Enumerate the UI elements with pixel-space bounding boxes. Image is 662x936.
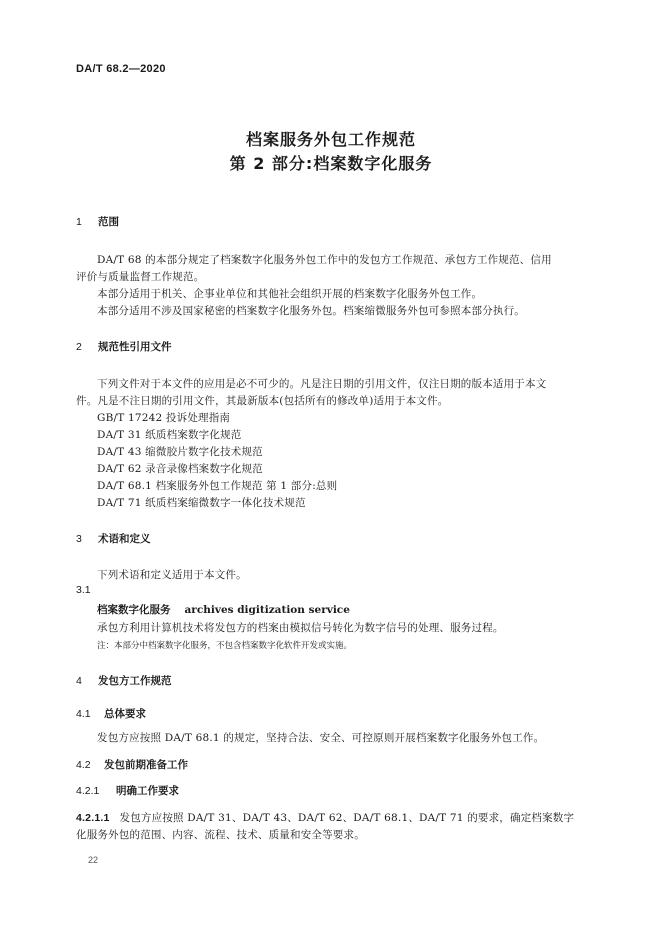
clause-text: 发包方应按照 DA/T 31、DA/T 43、DA/T 62、DA/T 68.1、DA/T 71 的要求，确定档案数字 — [119, 812, 575, 824]
term-entry — [97, 602, 350, 617]
section-1-heading — [76, 214, 119, 229]
paragraph: 本部分适用于机关、企事业单位和其他社会组织开展的档案数字化服务外包工作。 — [97, 288, 483, 300]
reference-item: DA/T 68.1 档案服务外包工作规范 第 1 部分:总则 — [97, 480, 338, 492]
reference-item: GB/T 17242 投诉处理指南 — [97, 412, 231, 424]
document-title: 档案服务外包工作规范 — [245, 130, 416, 149]
paragraph: 化服务外包的范围、内容、流程、技术、质量和安全等要求。 — [76, 829, 365, 841]
page-number: 22 — [88, 855, 99, 865]
subsection-4-2-1-heading — [76, 783, 179, 798]
clause-number: 4.2.1.1 — [76, 812, 110, 824]
term-definition: 承包方利用计算机技术将发包方的档案由模拟信号转化为数字信号的处理、服务过程。 — [97, 622, 504, 634]
section-title: 发包方工作规范 — [98, 675, 172, 687]
document-subtitle: 第 2 部分:档案数字化服务 — [229, 154, 433, 173]
section-number: 1 — [76, 216, 82, 228]
paragraph: 评价与质量监督工作规范。 — [76, 271, 205, 283]
subsection-title: 发包前期准备工作 — [104, 759, 188, 771]
term-number — [76, 584, 91, 596]
paragraph — [76, 810, 574, 825]
reference-item: DA/T 31 纸质档案数字化规范 — [97, 429, 242, 441]
section-number: 2 — [76, 341, 82, 353]
subsection-number: 4.2 — [76, 759, 91, 771]
section-4-heading — [76, 673, 172, 688]
subsection-4-1-heading — [76, 706, 146, 721]
subsection-title: 明确工作要求 — [116, 785, 179, 797]
reference-item: DA/T 71 纸质档案缩微数字一体化技术规范 — [97, 497, 306, 509]
section-title: 规范性引用文件 — [98, 341, 172, 353]
section-number: 3 — [76, 533, 82, 545]
paragraph: 下列术语和定义适用于本文件。 — [97, 569, 247, 581]
paragraph: DA/T 68 的本部分规定了档案数字化服务外包工作中的发包方工作规范、承包方工作规范、信用 — [97, 254, 552, 266]
reference-item: DA/T 62 录音录像档案数字化规范 — [97, 463, 263, 475]
paragraph: 本部分适用不涉及国家秘密的档案数字化服务外包。档案缩微服务外包可参照本部分执行。 — [97, 305, 525, 317]
paragraph: 发包方应按照 DA/T 68.1 的规定，坚持合法、安全、可控原则开展档案数字化服务外包工作。 — [97, 732, 545, 744]
subsection-number: 4.2.1 — [76, 785, 100, 797]
term-chinese: 档案数字化服务 — [97, 604, 171, 616]
section-2-heading — [76, 339, 172, 354]
subsection-number: 4.1 — [76, 708, 91, 720]
paragraph: 件。凡是不注日期的引用文件，其最新版本(包括所有的修改单)适用于本文件。 — [76, 395, 449, 407]
reference-item: DA/T 43 缩微胶片数字化技术规范 — [97, 446, 263, 458]
document-code: DA/T 68.2—2020 — [76, 63, 166, 75]
paragraph: 下列文件对于本文件的应用是必不可少的。凡是注日期的引用文件，仅注日期的版本适用于本文 — [97, 378, 547, 390]
term-english: archives digitization service — [184, 604, 350, 616]
term-number-text: 3.1 — [76, 584, 91, 596]
term-note: 注：本部分中档案数字化服务，不包含档案数字化软件开发或实施。 — [97, 641, 353, 651]
section-number: 4 — [76, 675, 82, 687]
section-title: 范围 — [98, 216, 119, 228]
subsection-title: 总体要求 — [104, 708, 146, 720]
section-title: 术语和定义 — [98, 533, 151, 545]
section-3-heading — [76, 531, 151, 546]
subsection-4-2-heading — [76, 757, 188, 772]
